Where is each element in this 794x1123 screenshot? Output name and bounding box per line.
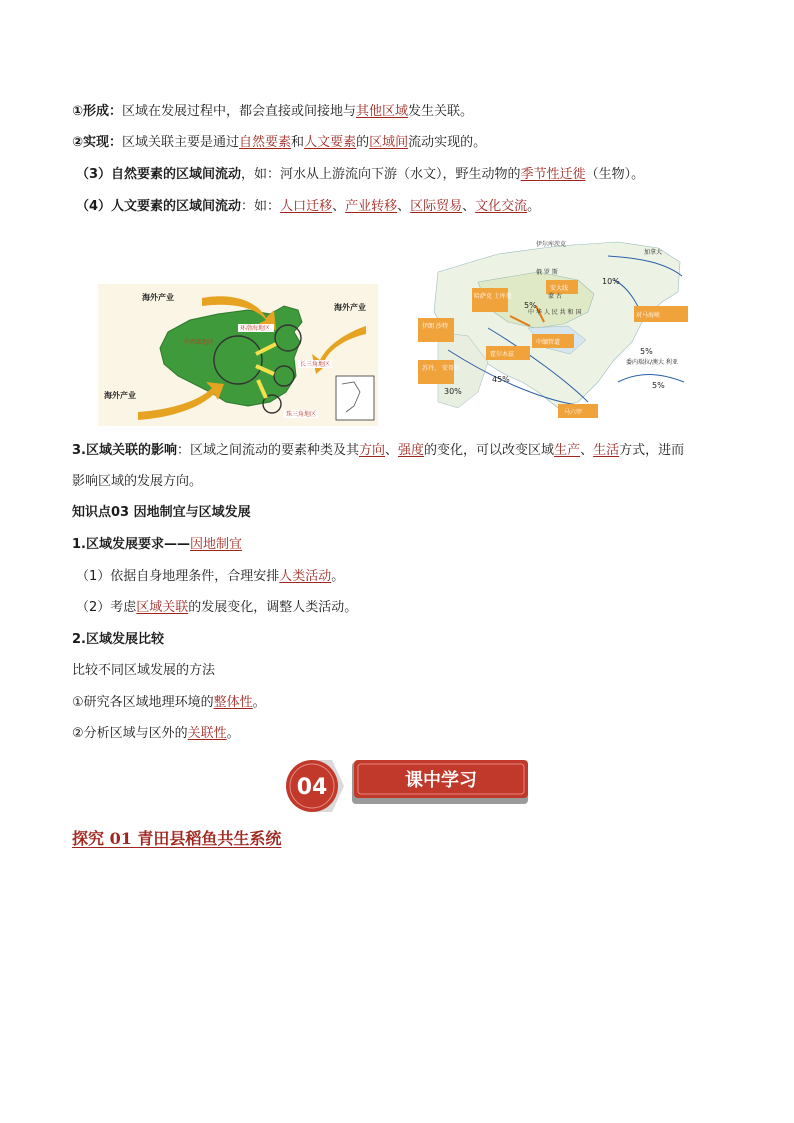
text: 的变化，可以改变区域 <box>424 443 555 458</box>
text: 区域关联主要是通过 <box>122 135 240 150</box>
text-line-item-2 <box>76 598 357 618</box>
text-line-impact-cont <box>72 472 202 492</box>
map-percentage: 30% <box>444 387 462 396</box>
keyword: 区域关联 <box>136 600 189 615</box>
text: 的发展变化，调整人类活动。 <box>188 600 358 615</box>
section-heading-knowledge-03 <box>72 503 251 523</box>
china-map-graphic <box>98 284 378 426</box>
text-line-impact <box>72 441 684 461</box>
map-percentage: 5% <box>640 347 653 356</box>
figure-left-label: 海外产业 <box>334 303 366 312</box>
kazakh-box <box>472 288 508 312</box>
keyword: 区域间 <box>369 135 409 150</box>
keyword: 文化交流 <box>475 199 528 214</box>
section-banner <box>282 758 532 818</box>
map-label: 马六甲 <box>564 409 583 416</box>
keyword: 因地制宜 <box>189 537 242 552</box>
text: 流动实现的。 <box>408 135 487 150</box>
figure-left-label: 长三角地区 <box>300 361 331 368</box>
text: （1）依据自身地理条件，合理安排 <box>76 569 280 584</box>
text: ：如： <box>241 199 281 214</box>
keyword: 人口迁移 <box>280 199 333 214</box>
keyword: 强度 <box>398 443 425 458</box>
text: 。 <box>252 695 266 710</box>
text: ，如：河水从上游流向下游（水文），野生动物的 <box>241 167 521 182</box>
text-line-method-2 <box>72 724 240 744</box>
map-label: 中 华 人 民 共 和 国 <box>528 309 582 316</box>
figure-left-label: 珠三角地区 <box>286 411 317 418</box>
text: 区域在发展过程中，都会直接或间接地与 <box>122 104 357 119</box>
separator: 、 <box>397 199 411 214</box>
explore-heading: 探究 01 青田县稻鱼共生系统 <box>72 829 282 848</box>
map-label: 霍尔木兹 <box>490 351 515 358</box>
text: 影响区域的发展方向。 <box>72 474 203 489</box>
requirement-prefix: 1.区域发展要求—— <box>72 537 190 552</box>
map-label: 伊尔库茨克 <box>536 241 567 248</box>
text-line-realization <box>72 133 486 153</box>
text-line-natural-flow <box>76 165 644 185</box>
realization-prefix: ②实现： <box>72 135 123 150</box>
text: 的 <box>356 135 370 150</box>
keyword: 关联性 <box>187 726 227 741</box>
map-percentage: 45% <box>492 375 510 384</box>
text-line-comparison-heading <box>72 630 164 650</box>
text-line-comparison-method <box>72 661 215 681</box>
keyword: 人类活动 <box>279 569 332 584</box>
text-line-item-1 <box>76 567 344 587</box>
keyword: 区际贸易 <box>410 199 463 214</box>
map-label: 蒙 古 <box>548 293 562 300</box>
china-landmass <box>160 306 302 406</box>
keyword: 方向 <box>359 443 386 458</box>
keyword: 季节性迁徙 <box>520 167 586 182</box>
asia-energy-routes-map <box>418 232 692 426</box>
figure-left-label: 海外产业 <box>142 293 174 302</box>
text-line-requirement <box>72 535 242 555</box>
keyword: 产业转移 <box>345 199 398 214</box>
keyword: 整体性 <box>213 695 253 710</box>
figure-left-label: 海外产业 <box>104 391 136 400</box>
banner-graphic <box>282 758 532 818</box>
south-china-sea-inset <box>336 376 374 420</box>
text: ①研究各区域地理环境的 <box>72 695 214 710</box>
figure-left-label: 中西部地区 <box>184 339 215 346</box>
separator: 、 <box>332 199 346 214</box>
keyword: 生活 <box>593 443 620 458</box>
map-label: 委内瑞拉/澳大 利亚 <box>626 359 678 366</box>
text-line-method-1 <box>72 693 266 713</box>
map-percentage: 5% <box>652 381 665 390</box>
heading-text: 知识点03 因地制宜与区域发展 <box>72 505 251 520</box>
formation-prefix: ①形成： <box>72 104 123 119</box>
map-label: 伊朗 沙特 <box>422 323 448 330</box>
text: ：区域之间流动的要素种类及其 <box>176 443 359 458</box>
text: （2）考虑 <box>76 600 137 615</box>
banner-title: 课中学习 <box>405 770 477 791</box>
text-line-human-flow <box>76 197 540 217</box>
text: 。 <box>527 199 541 214</box>
text: 。 <box>331 569 345 584</box>
map-label: 对马海峡 <box>636 312 661 319</box>
map-label: 中缅管道 <box>536 339 561 346</box>
text: 和 <box>291 135 305 150</box>
text: 方式，进而 <box>619 443 685 458</box>
china-industry-transfer-map <box>98 284 378 426</box>
map-percentage: 10% <box>602 277 620 286</box>
keyword: 生产 <box>554 443 581 458</box>
keyword: 其他区域 <box>356 104 409 119</box>
shipping-route <box>618 375 684 383</box>
map-label: 俄 罗 斯 <box>536 269 558 276</box>
map-label: 加拿大 <box>644 249 663 256</box>
text: 发生关联。 <box>408 104 474 119</box>
sudan-box <box>418 360 454 384</box>
text: ②分析区域与区外的 <box>72 726 188 741</box>
text-line-formation <box>72 102 473 122</box>
banner-number: 04 <box>296 775 328 800</box>
keyword: 自然要素 <box>239 135 292 150</box>
natural-flow-prefix: （3）自然要素的区域间流动 <box>76 167 242 182</box>
text: 比较不同区域发展的方法 <box>72 663 216 678</box>
map-percentage: 5% <box>524 301 537 310</box>
asia-map-graphic <box>418 232 692 426</box>
separator: 、 <box>462 199 476 214</box>
keyword: 人文要素 <box>304 135 357 150</box>
map-label: 哈萨克 土库曼 <box>474 293 512 300</box>
human-flow-prefix: （4）人文要素的区域间流动 <box>76 199 242 214</box>
figure-left-label: 环渤海地区 <box>240 325 271 332</box>
separator: 、 <box>580 443 594 458</box>
map-label: 苏丹、 安哥拉 <box>422 365 460 372</box>
separator: 、 <box>385 443 399 458</box>
impact-prefix: 3.区域关联的影响 <box>72 443 177 458</box>
iran-box <box>418 318 454 342</box>
text: （生物）。 <box>585 167 645 182</box>
text: 。 <box>226 726 240 741</box>
heading-text: 2.区域发展比较 <box>72 632 164 647</box>
map-label: 安大线 <box>550 285 569 292</box>
